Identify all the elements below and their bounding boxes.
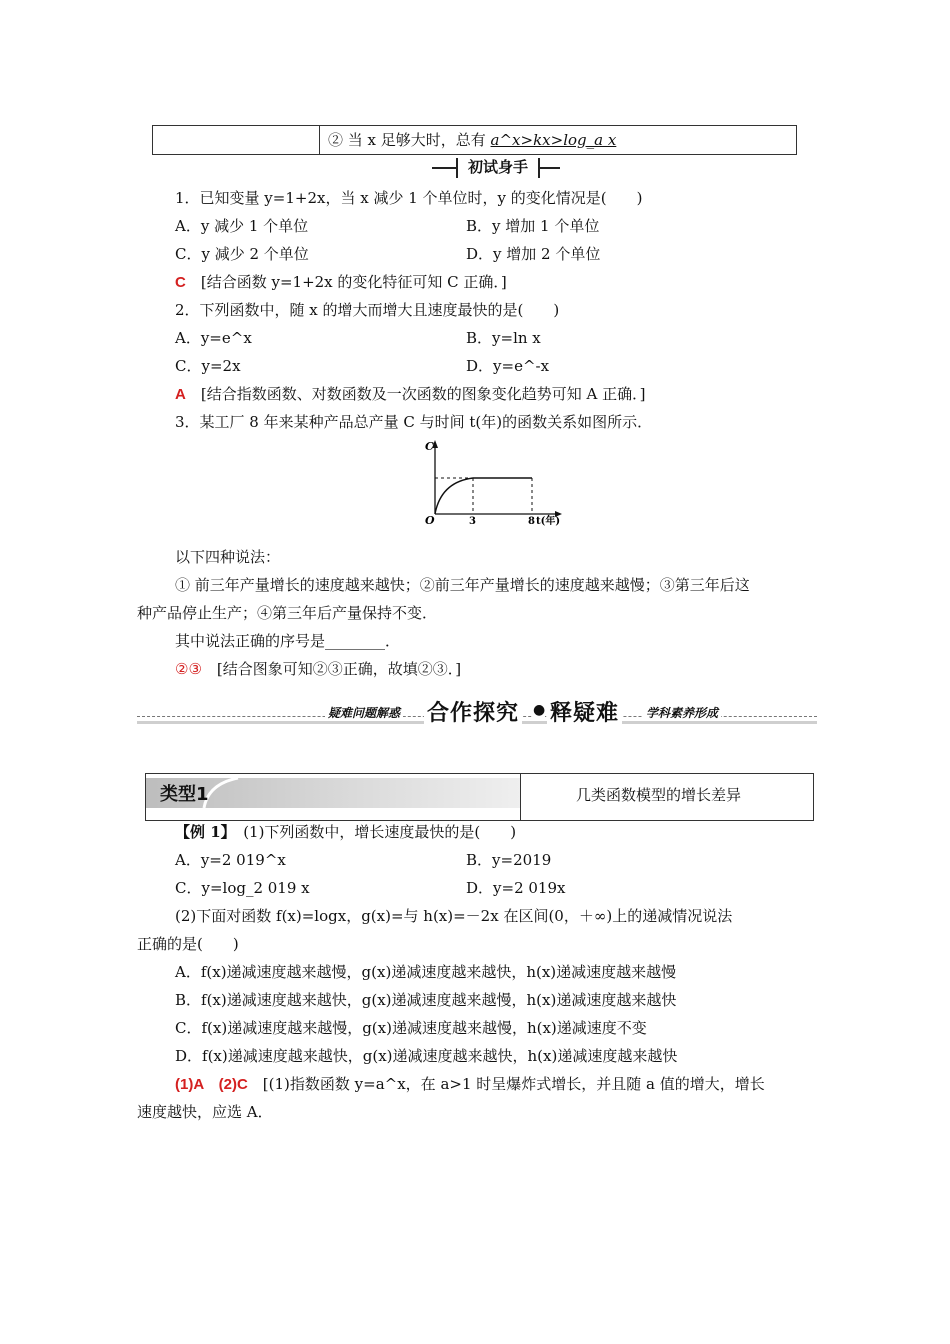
q1-stem: 1．已知变量 y=1+2x，当 x 减少 1 个单位时，y 的变化情况是( ) (175, 189, 643, 207)
section-right-label: 学科素养形成 (643, 704, 721, 721)
section-main-label-1: 合作探究 (424, 696, 522, 727)
q3-statements-1: ① 前三年产量增长的速度越来越快；②前三年产量增长的速度越来越慢；③第三年后这 (175, 576, 750, 594)
q3-answer: ②③ (175, 661, 202, 678)
example1-part2-option-c: C．f(x)递减速度越来越慢，g(x)递减速度越来越慢，h(x)递减速度不变 (175, 1019, 647, 1037)
example1-part2-option-d: D．f(x)递减速度越来越快，g(x)递减速度越来越快，h(x)递减速度越来越快 (175, 1047, 678, 1065)
x-tick-3: 3 (469, 516, 476, 527)
type-box-title: 几类函数模型的增长差异 (576, 786, 742, 804)
example1-option-a: A．y=2 019^x (175, 851, 286, 869)
q3-ask: 其中说法正确的序号是________． (175, 632, 401, 650)
example1-option-c: C．y=log_2 019 x (175, 879, 310, 897)
q3-explain: [结合图象可知②③正确，故填②③．] (216, 660, 462, 678)
example1-solution (175, 1074, 765, 1095)
q3-solution (175, 659, 461, 680)
q1-option-b: B．y 增加 1 个单位 (466, 217, 600, 235)
table-cell (328, 130, 616, 150)
badge-label: 初试身手 (456, 158, 540, 178)
q2-option-d: D．y=e^-x (466, 357, 550, 375)
type-box (145, 773, 814, 821)
section-badge (432, 158, 560, 178)
example1-part2-line1: (2)下面对函数 f(x)=logx，g(x)=与 h(x)=－2x 在区间(0，＋∞)上的递减情况说法 (175, 907, 733, 925)
production-graph (415, 436, 575, 536)
example1-part2-line2: 正确的是( ) (137, 935, 239, 953)
section-header (137, 698, 817, 726)
example1-label: 【例 1】 (175, 823, 229, 841)
table-divider (319, 126, 320, 154)
origin-label: O (425, 514, 435, 527)
example1-part2-option-a: A．f(x)递减速度越来越慢，g(x)递减速度越来越快，h(x)递减速度越来越慢 (175, 963, 677, 981)
example1-explain-1: [(1)指数函数 y=a^x，在 a>1 时呈爆炸式增长，并且随 a 值的增大，增长 (262, 1075, 765, 1093)
type-box-divider (520, 774, 521, 820)
example1-part2-option-b: B．f(x)递减速度越来越快，g(x)递减速度越来越慢，h(x)递减速度越来越快 (175, 991, 677, 1009)
q3-stem: 3．某工厂 8 年来某种产品总产量 C 与时间 t(年)的函数关系如图所示． (175, 413, 653, 431)
x-axis-label: t(年) (536, 516, 561, 527)
q3-intro: 以下四种说法： (175, 548, 281, 566)
q2-stem: 2．下列函数中，随 x 的增大而增大且速度最快的是( ) (175, 301, 560, 319)
q2-explain: [结合指数函数、对数函数及一次函数的图象变化趋势可知 A 正确．] (200, 385, 646, 403)
q2-solution (175, 384, 645, 405)
section-left-label: 疑难问题解惑 (325, 704, 403, 721)
example1-part1-stem: (1)下列函数中，增长速度最快的是( ) (243, 823, 517, 841)
q1-option-c: C．y 减少 2 个单位 (175, 245, 309, 263)
example1-header (175, 822, 516, 842)
q2-answer: A (175, 386, 186, 403)
q2-option-a: A．y=e^x (175, 329, 252, 347)
q1-option-d: D．y 增加 2 个单位 (466, 245, 601, 263)
section-main-label-2: 释疑难 (547, 696, 622, 727)
q2-option-b: B．y=ln x (466, 329, 541, 347)
x-tick-8: 8 (528, 516, 535, 527)
example1-answer: (1)A (2)C (175, 1076, 248, 1093)
q1-option-a: A．y 减少 1 个单位 (175, 217, 309, 235)
y-axis-label: C (425, 440, 434, 453)
example1-option-d: D．y=2 019x (466, 879, 566, 897)
property-table (152, 125, 797, 155)
q2-option-c: C．y=2x (175, 357, 241, 375)
type-tag-label: 类型1 (160, 784, 209, 805)
q1-answer: C (175, 274, 186, 291)
curve-growth (435, 478, 473, 514)
q1-explain: [结合函数 y=1+2x 的变化特征可知 C 正确．] (200, 273, 507, 291)
example1-option-b: B．y=2019 (466, 851, 552, 869)
table-cell-expr: a^x>kx>log_a x (490, 131, 617, 149)
q3-statements-2: 种产品停止生产；④第三年后产量保持不变． (137, 604, 438, 622)
q1-solution (175, 272, 507, 293)
table-cell-prefix: ② 当 x 足够大时，总有 (328, 131, 491, 149)
chevron-right-icon: ● (533, 702, 546, 718)
example1-explain-2: 速度越快，应选 A． (137, 1103, 273, 1121)
